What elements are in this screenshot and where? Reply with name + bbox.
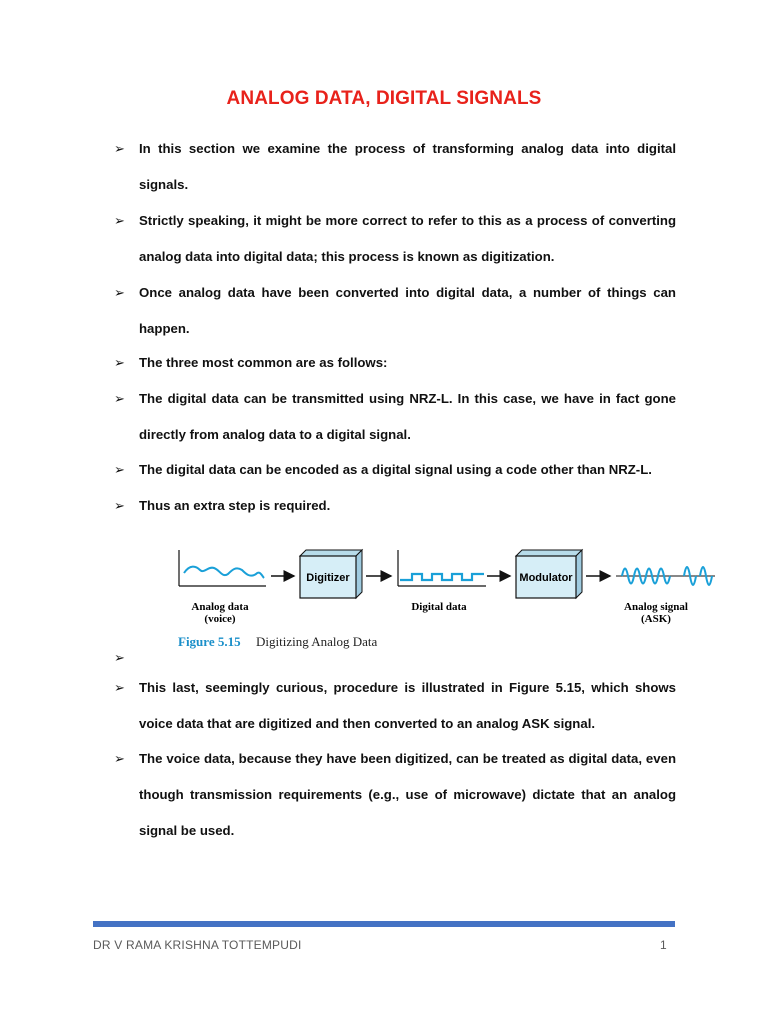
bullet-item (114, 452, 676, 488)
modulator-box (516, 550, 582, 598)
bullet-item (114, 131, 676, 203)
bullet-item (114, 381, 676, 453)
bullet-item (114, 488, 676, 524)
modulator-label: Modulator (519, 572, 573, 584)
footer-rule (93, 921, 675, 927)
figure-diagram (170, 540, 715, 652)
arrow-bullet-icon: ➢ (114, 462, 125, 477)
bullet-text: The digital data can be encoded as a digital signal using a code other than NRZ-L. (139, 462, 652, 477)
page-number: 1 (660, 938, 667, 952)
analog-signal-sublabel: (ASK) (641, 613, 671, 625)
arrow-bullet-icon: ➢ (114, 141, 125, 156)
bullet-item (114, 275, 676, 347)
bullet-item (114, 203, 676, 275)
arrow-bullet-icon: ➢ (114, 391, 125, 406)
arrow-bullet-icon: ➢ (114, 285, 125, 300)
figure-number: Figure 5.15 (178, 634, 241, 649)
bullet-item (114, 741, 676, 849)
bullet-text: The voice data, because they have been digitized, can be treated as digital data, even though transmission requirements (e.g., use of microwave) dictate that an analog signal be used. (139, 751, 676, 838)
bullet-text: Once analog data have been converted into digital data, a number of things can happen. (139, 285, 676, 336)
bullet-text: The digital data can be transmitted using NRZ-L. In this case, we have in fact gone directly from analog data to a digital signal. (139, 391, 676, 442)
bullet-text: The three most common are as follows: (139, 355, 388, 370)
page-title: ANALOG DATA, DIGITAL SIGNALS (226, 88, 542, 109)
digitizer-box (300, 550, 362, 598)
digital-data-panel (398, 550, 486, 586)
digitizer-label: Digitizer (306, 572, 350, 584)
analog-signal-label: Analog signal (624, 601, 688, 613)
bullet-text: Thus an extra step is required. (139, 498, 331, 513)
arrow-bullet-icon: ➢ (114, 650, 125, 665)
ask-signal-panel (616, 567, 715, 585)
arrow-bullet-icon: ➢ (114, 498, 125, 513)
bullet-item (114, 345, 676, 381)
analog-data-panel (179, 550, 266, 586)
arrow-bullet-icon: ➢ (114, 680, 125, 695)
bullet-text: In this section we examine the process of transforming analog data into digital signals. (139, 141, 676, 192)
bullet-item (114, 670, 676, 742)
arrow-bullet-icon: ➢ (114, 355, 125, 370)
analog-data-sublabel: (voice) (204, 613, 236, 625)
digital-data-label: Digital data (411, 601, 467, 613)
figure-caption: Digitizing Analog Data (256, 634, 378, 649)
bullet-text: This last, seemingly curious, procedure is illustrated in Figure 5.15, which shows voice data that are digitized and then converted to an analog ASK signal. (139, 680, 676, 731)
arrow-bullet-icon: ➢ (114, 751, 125, 766)
analog-data-label: Analog data (191, 601, 249, 613)
arrow-bullet-icon: ➢ (114, 213, 125, 228)
figure-digitizing-analog-data (170, 540, 715, 652)
footer-author: DR V RAMA KRISHNA TOTTEMPUDI (93, 938, 302, 952)
bullet-text: Strictly speaking, it might be more correct to refer to this as a process of converting analog data into digital data; this process is known as digitization. (139, 213, 676, 264)
